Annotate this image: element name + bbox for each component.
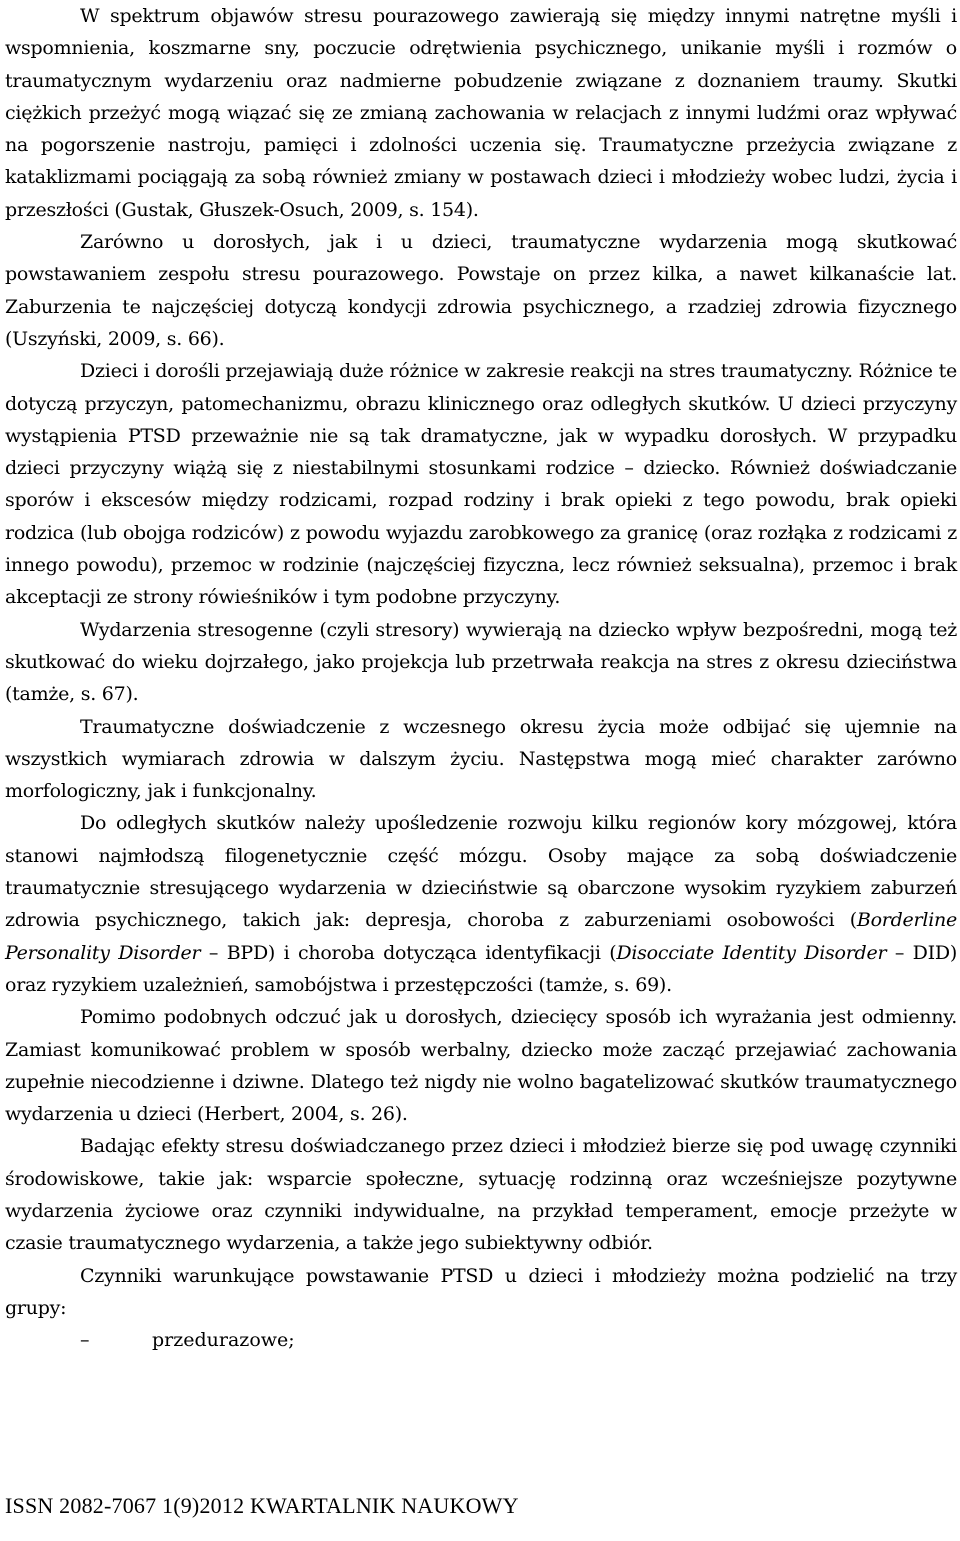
paragraph: [5, 1130, 957, 1259]
paragraph-text: Do odległych skutków należy upośledzenie rozwoju kilku regionów kory mózgowej, która stanowi najmłodszą filogenetycznie część mózgu. Osoby mające za sobą doświadczenie traumatycznie stresującego wydarzenia w dzieciństwie są obarczone wysokim ryzykiem zaburzeń zdrowia psychicznego, takich jak: depresja, choroba z zaburzeniami osobowości (: [5, 812, 957, 932]
paragraph-text: Wydarzenia stresogenne (czyli stresory) wywierają na dziecko wpływ bezpośredni, mogą też skutkować do wieku dojrzałego, jako projekcja lub przetrwała reakcja na stres z okresu dzieciństwa (tamże, s. 67).: [5, 618, 957, 706]
paragraph: [5, 226, 957, 355]
document-page: [5, 0, 957, 1356]
bullet-list: [5, 1324, 957, 1356]
paragraph-text: Zarówno u dorosłych, jak i u dzieci, traumatyczne wydarzenia mogą skutkować powstawaniem zespołu stresu pourazowego. Powstaje on przez kilka, a nawet kilkanaście lat. Zaburzenia te najczęściej dotyczą kondycji zdrowia psychicznego, a rzadziej zdrowia fizycznego (Uszyński, 2009, s. 66).: [5, 231, 957, 350]
paragraph-text: Badając efekty stresu doświadczanego przez dzieci i młodzież bierze się pod uwagę czynniki środowiskowe, takie jak: wsparcie społeczne, sytuację rodzinną oraz wcześniejsze pozytywne wydarzenia życiowe oraz czynniki indywidualne, na przykład temperament, emocje przeżyte w czasie traumatycznego wydarzenia, a także jego subiektywny odbiór.: [5, 1135, 957, 1255]
paragraph-text: Pomimo podobnych odczuć jak u dorosłych, dziecięcy sposób ich wyrażania jest odmienny. Zamiast komunikować problem w sposób werbalny, dziecko może zacząć przejawiać zachowania zupełnie niecodzienne i dziwne. Dlatego też nigdy nie wolno bagatelizować skutków traumatycznego wydarzenia u dzieci (Herbert, 2004, s. 26).: [5, 1006, 957, 1126]
paragraph-text: Traumatyczne doświadczenie z wczesnego okresu życia może odbijać się ujemnie na wszystkich wymiarach zdrowia w dalszym życiu. Następstwa mogą mieć charakter zarówno morfologiczny, jak i funkcjonalny.: [5, 715, 957, 803]
paragraph-text: – DID) oraz ryzykiem uzależnień, samobójstwa i przestępczości (tamże, s. 69).: [5, 941, 958, 996]
paragraph-text: Czynniki warunkujące powstawanie PTSD u dzieci i młodzieży można podzielić na trzy grupy:: [5, 1264, 957, 1319]
page-footer: [5, 1492, 519, 1520]
paragraph: [5, 1260, 957, 1325]
italic-term: Borderline Personality Disorder: [5, 909, 957, 964]
paragraph: [5, 614, 957, 711]
paragraph: [5, 1001, 957, 1130]
list-item-text: przedurazowe;: [152, 1329, 295, 1352]
paragraph-text: W spektrum objawów stresu pourazowego zawierają się między innymi natrętne myśli i wspomnienia, koszmarne sny, poczucie odrętwienia psychicznego, unikanie myśli i rozmów o traumatycznym wydarzeniu oraz nadmierne pobudzenie związane z doznaniem traumy. Skutki ciężkich przeżyć mogą wiązać się ze zmianą zachowania w relacjach z innymi ludźmi oraz wpływać na pogorszenie nastroju, pamięci i zdolności uczenia się. Traumatyczne przeżycia związane z kataklizmami pociągają za sobą również zmiany w postawach dzieci i młodzieży wobec ludzi, życia i przeszłości (Gustak, Głuszek-Osuch, 2009, s. 154).: [5, 5, 957, 221]
footer-text: ISSN 2082-7067 1(9)2012 KWARTALNIK NAUKOWY: [5, 1493, 519, 1518]
italic-term: Disocciate Identity Disorder: [616, 941, 887, 964]
paragraph-text: – BPD) i choroba dotycząca identyfikacji (: [200, 941, 617, 964]
paragraph: [5, 711, 957, 808]
list-dash: –: [80, 1329, 90, 1352]
paragraph: [5, 807, 957, 1001]
paragraph: [5, 355, 957, 613]
body-text: [5, 0, 957, 1324]
paragraph: [5, 0, 957, 226]
paragraph-text: Dzieci i dorośli przejawiają duże różnice w zakresie reakcji na stres traumatyczny. Różnice te dotyczą przyczyn, patomechanizmu, obrazu klinicznego oraz odległych skutków. U dzieci przyczyny wystąpienia PTSD przeważnie nie są tak dramatyczne, jak w wypadku dorosłych. W przypadku dzieci przyczyny wiążą się z niestabilnymi stosunkami rodzice – dziecko. Również doświadczanie sporów i ekscesów między rodzicami, rozpad rodziny i brak opieki z tego powodu, brak opieki rodzica (lub obojga rodziców) z powodu wyjazdu zarobkowego za granicę (oraz rozłąka z rodzicami z innego powodu), przemoc w rodzinie (najczęściej fizyczna, lecz również seksualna), przemoc i brak akceptacji ze strony rówieśników i tym podobne przyczyny.: [5, 360, 957, 609]
list-item: [5, 1324, 957, 1356]
